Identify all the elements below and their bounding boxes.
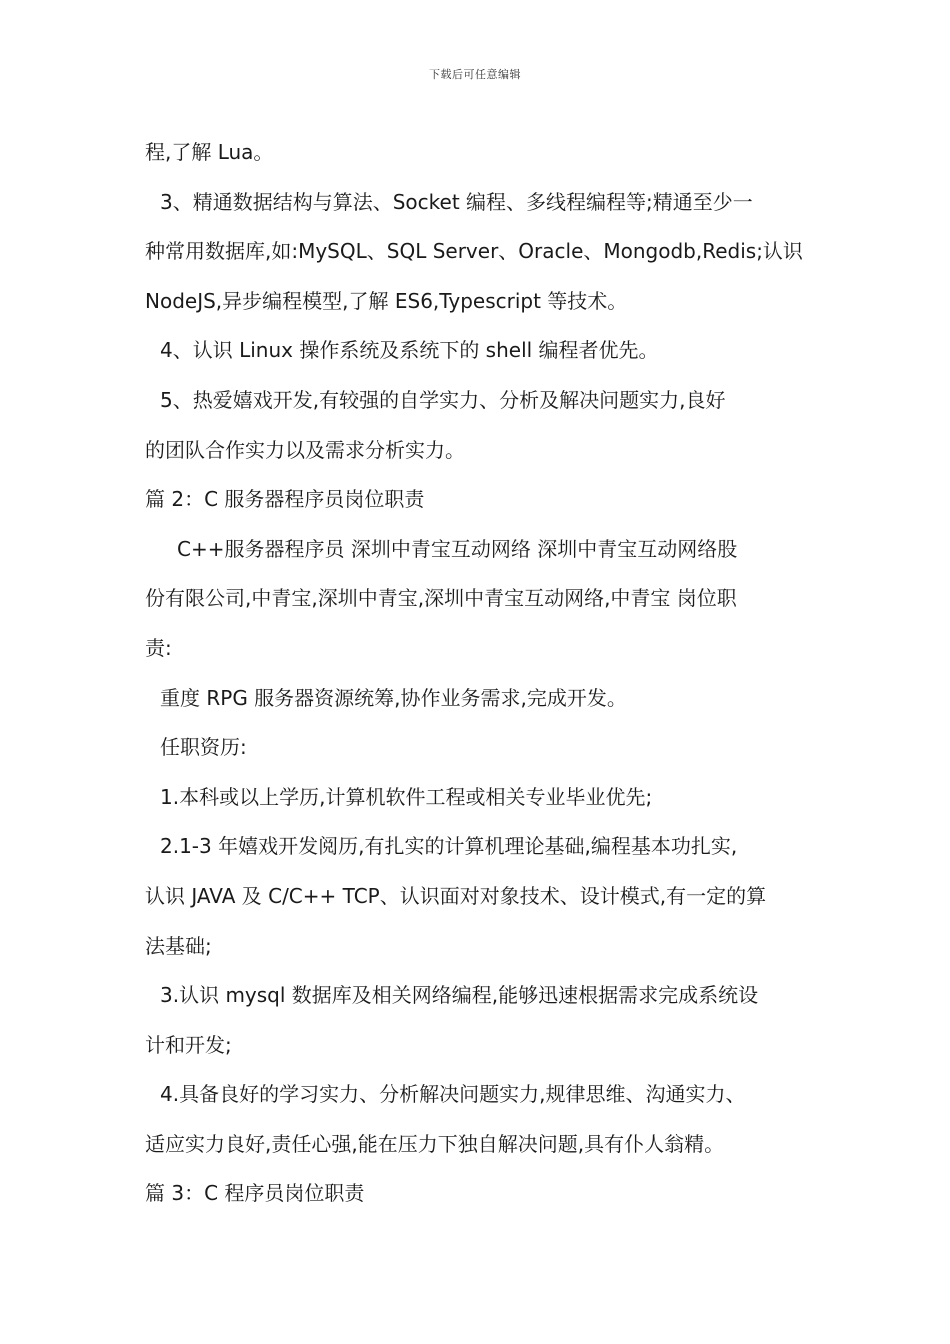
paragraph-line: 适应实力良好,责任心强,能在压力下独自解决问题,具有仆人翁精。: [145, 1131, 725, 1156]
paragraph-line: 种常用数据库,如:MySQL、SQL Server、Oracle、Mongodb,Redis;认识: [145, 239, 803, 264]
paragraph-line: 份有限公司,中青宝,深圳中青宝,深圳中青宝互动网络,中青宝 岗位职: [145, 586, 737, 611]
document-body: [145, 128, 815, 1219]
list-item-2: 2.1-3 年嬉戏开发阅历,有扎实的计算机理论基础,编程基本功扎实,: [160, 834, 738, 859]
paragraph-line: 责:: [145, 635, 172, 660]
paragraph-line: 程,了解 Lua。: [145, 140, 274, 164]
list-item-1: 1.本科或以上学历,计算机软件工程或相关专业毕业优先;: [160, 784, 653, 809]
section-heading-3: 篇 3：C 程序员岗位职责: [145, 1181, 365, 1206]
section-heading-2: 篇 2：C 服务器程序员岗位职责: [145, 487, 425, 512]
paragraph-line: 重度 RPG 服务器资源统筹,协作业务需求,完成开发。: [160, 685, 627, 710]
paragraph-line: 的团队合作实力以及需求分析实力。: [145, 437, 465, 462]
list-item-3: 3、精通数据结构与算法、Socket 编程、多线程编程等;精通至少一: [160, 189, 753, 214]
list-item-3b: 3.认识 mysql 数据库及相关网络编程,能够迅速根据需求完成系统设: [160, 983, 759, 1008]
list-item-5: 5、热爱嬉戏开发,有较强的自学实力、分析及解决问题实力,良好: [160, 387, 726, 412]
subheading-qualifications: 任职资历:: [160, 735, 247, 760]
paragraph-line: C++服务器程序员 深圳中青宝互动网络 深圳中青宝互动网络股: [177, 536, 738, 561]
list-item-4b: 4.具备良好的学习实力、分析解决问题实力,规律思维、沟通实力、: [160, 1082, 746, 1107]
list-item-4: 4、认识 Linux 操作系统及系统下的 shell 编程者优先。: [160, 338, 659, 363]
paragraph-line: NodeJS,异步编程模型,了解 ES6,Typescript 等技术。: [145, 288, 628, 313]
page-header: 下载后可任意编辑: [429, 68, 521, 81]
paragraph-line: 认识 JAVA 及 C/C++ TCP、认识面对对象技术、设计模式,有一定的算: [145, 883, 767, 908]
paragraph-line: 计和开发;: [145, 1032, 232, 1057]
paragraph-line: 法基础;: [145, 933, 212, 958]
